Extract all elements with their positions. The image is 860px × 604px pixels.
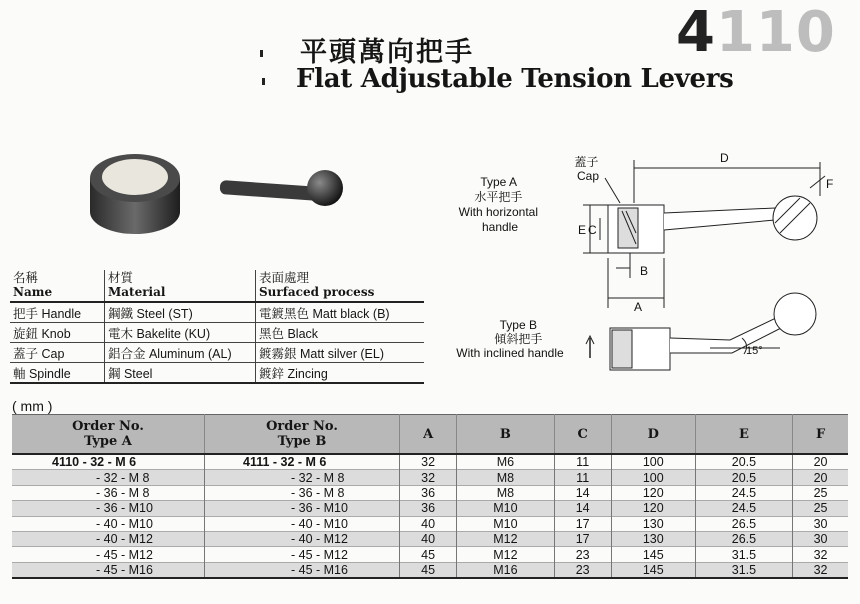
order-cell: 24.5 — [695, 485, 792, 500]
order-cell: 4111 - 32 - M 6 — [205, 454, 400, 470]
order-header-d: D — [611, 415, 695, 455]
dim-f: F — [826, 177, 834, 191]
angle-label: 15° — [746, 345, 763, 357]
type-a-line: Type A — [480, 175, 517, 189]
order-cell: 32 — [400, 454, 457, 470]
dim-e: E — [578, 223, 587, 237]
order-row — [12, 454, 848, 470]
order-cell: 36 — [400, 501, 457, 516]
order-cell: - 40 - M12 — [12, 531, 205, 546]
order-cell: 130 — [611, 531, 695, 546]
technical-drawing — [440, 148, 850, 398]
order-cell: 20.5 — [695, 454, 792, 470]
material-header-row — [10, 270, 424, 302]
title-english: Flat Adjustable Tension Levers — [296, 64, 734, 94]
type-b-cap — [612, 330, 632, 368]
order-cell: 100 — [611, 470, 695, 485]
material-cell: 電鍍黑色 Matt black (B) — [256, 302, 425, 323]
order-cell: M8 — [457, 485, 554, 500]
order-cell: - 32 - M 8 — [12, 470, 205, 485]
order-row — [12, 501, 848, 516]
order-cell: 24.5 — [695, 501, 792, 516]
order-cell: 17 — [554, 516, 611, 531]
order-cell: M16 — [457, 562, 554, 578]
order-cell: - 40 - M10 — [12, 516, 205, 531]
order-cell: 11 — [554, 454, 611, 470]
header-zh: 表面處理 — [259, 271, 310, 285]
product-code-rest: 110 — [715, 0, 836, 65]
order-cell: 145 — [611, 562, 695, 578]
type-b-line: Type B — [499, 318, 538, 332]
order-cell: 30 — [793, 531, 848, 546]
order-cell: M8 — [457, 470, 554, 485]
material-cell: 鍍霧銀 Matt silver (EL) — [256, 343, 425, 363]
order-cell: 23 — [554, 562, 611, 578]
title-chinese: 平頭萬向把手 — [300, 37, 474, 68]
type-b-line: 傾斜把手 — [494, 332, 543, 346]
header-zh: 名稱 — [13, 271, 39, 285]
product-code-lead: 4 — [676, 0, 716, 65]
material-header-cell — [10, 270, 105, 302]
material-cell: 旋鈕 Knob — [10, 323, 105, 343]
order-cell: - 32 - M 8 — [205, 470, 400, 485]
order-cell: 11 — [554, 470, 611, 485]
order-cell: 130 — [611, 516, 695, 531]
order-row — [12, 531, 848, 546]
order-cell: - 36 - M10 — [205, 501, 400, 516]
header-en: Material — [108, 285, 166, 299]
order-header-a: A — [400, 415, 457, 455]
material-header-cell — [256, 270, 425, 302]
order-cell: - 40 - M10 — [205, 516, 400, 531]
order-header-e: E — [695, 415, 792, 455]
material-header-cell — [105, 270, 256, 302]
type-a-line: With horizontal — [458, 205, 539, 219]
order-cell: 26.5 — [695, 531, 792, 546]
order-cell: - 36 - M10 — [12, 501, 205, 516]
order-cell: 25 — [793, 501, 848, 516]
order-cell: M10 — [457, 516, 554, 531]
material-cell: 電木 Bakelite (KU) — [105, 323, 256, 343]
order-cell: 25 — [813, 485, 828, 500]
type-a-label — [459, 175, 542, 234]
order-cell: 20 — [813, 455, 828, 470]
order-cell: 120 — [611, 501, 695, 516]
material-row — [10, 323, 424, 343]
order-row — [12, 516, 848, 531]
order-cell: M12 — [457, 547, 554, 562]
material-cell: 鋁合金 Aluminum (AL) — [105, 343, 256, 363]
order-row — [12, 547, 848, 562]
header-line: Order No. — [266, 419, 338, 434]
order-cell: 26.5 — [695, 516, 792, 531]
order-cell: - 45 - M12 — [12, 547, 205, 562]
order-table — [12, 414, 848, 579]
unit-label: ( mm ) — [12, 398, 53, 414]
order-cell: 23 — [554, 547, 611, 562]
type-b-line: With inclined handle — [456, 346, 564, 360]
order-cell: 20.5 — [695, 470, 792, 485]
type-b-label — [456, 318, 564, 360]
header-en: Name — [13, 285, 53, 299]
order-header-type-a — [12, 415, 205, 455]
type-a-line: handle — [481, 220, 519, 234]
product-photo — [80, 140, 360, 260]
order-cell: 32 — [813, 547, 828, 562]
order-cell: 45 — [400, 562, 457, 578]
order-header-type-b — [205, 415, 400, 455]
order-cell: 14 — [554, 501, 611, 516]
order-cell: 4110 - 32 - M 6 — [12, 454, 205, 470]
margin-mark — [260, 50, 263, 57]
order-cell: M6 — [457, 454, 554, 470]
dim-d: D — [720, 151, 729, 165]
material-cell: 鋼 Steel — [105, 363, 256, 384]
cap-label-zh: 蓋子 — [574, 155, 599, 169]
order-cell: 145 — [611, 547, 695, 562]
material-cell: 蓋子 Cap — [10, 343, 105, 363]
order-cell: - 45 - M16 — [12, 562, 205, 578]
type-a-line: 水平把手 — [474, 190, 523, 204]
order-cell: 100 — [611, 454, 695, 470]
header-en: Surfaced process — [259, 285, 375, 299]
margin-mark — [262, 78, 265, 85]
order-cell: 31.5 — [695, 562, 792, 578]
order-cell: 120 — [611, 485, 695, 500]
order-cell: 14 — [554, 485, 611, 500]
handle-knob — [307, 170, 343, 206]
material-cell: 鍍鋅 Zincing — [256, 363, 425, 384]
material-row — [10, 343, 424, 363]
order-cell: - 36 - M 8 — [12, 485, 205, 500]
order-cell: 30 — [813, 516, 828, 531]
order-cell: 45 — [400, 547, 457, 562]
material-table — [10, 270, 424, 384]
material-cell: 把手 Handle — [10, 302, 105, 323]
material-cell: 鋼鐵 Steel (ST) — [105, 302, 256, 323]
cap-top — [102, 159, 168, 195]
dim-c: C — [588, 223, 597, 237]
order-cell: - 45 - M12 — [205, 547, 400, 562]
order-header-row — [12, 415, 848, 455]
material-cell: 黑色 Black — [256, 323, 425, 343]
order-cell: 20 — [793, 470, 848, 485]
order-header-b: B — [457, 415, 554, 455]
header-line: Type B — [277, 434, 327, 449]
order-cell: - 36 - M 8 — [205, 485, 400, 500]
order-cell: 17 — [554, 531, 611, 546]
header-zh: 材質 — [108, 271, 134, 285]
header-line: Order No. — [72, 419, 144, 434]
order-cell: 32 — [793, 562, 848, 578]
material-row — [10, 363, 424, 384]
dim-b: B — [640, 264, 649, 278]
order-cell: 40 — [400, 516, 457, 531]
header-line: Type A — [84, 434, 132, 449]
order-header-f: F — [793, 415, 848, 455]
material-cell: 軸 Spindle — [10, 363, 105, 384]
order-cell: 40 — [400, 531, 457, 546]
order-row — [12, 485, 848, 500]
material-row — [10, 302, 424, 323]
dim-a: A — [634, 300, 643, 314]
cap-label-en: Cap — [576, 169, 600, 183]
order-row — [12, 562, 848, 578]
order-cell: 31.5 — [695, 547, 792, 562]
order-cell: - 45 - M16 — [205, 562, 400, 578]
order-cell: 32 — [400, 470, 457, 485]
type-b-knob — [774, 293, 816, 335]
order-header-c: C — [554, 415, 611, 455]
order-cell: 36 — [400, 485, 457, 500]
cap-label — [574, 154, 601, 183]
order-cell: M10 — [457, 501, 554, 516]
order-cell: M12 — [457, 531, 554, 546]
order-row — [12, 470, 848, 485]
order-cell: - 40 - M12 — [205, 531, 400, 546]
product-code — [676, 0, 836, 65]
